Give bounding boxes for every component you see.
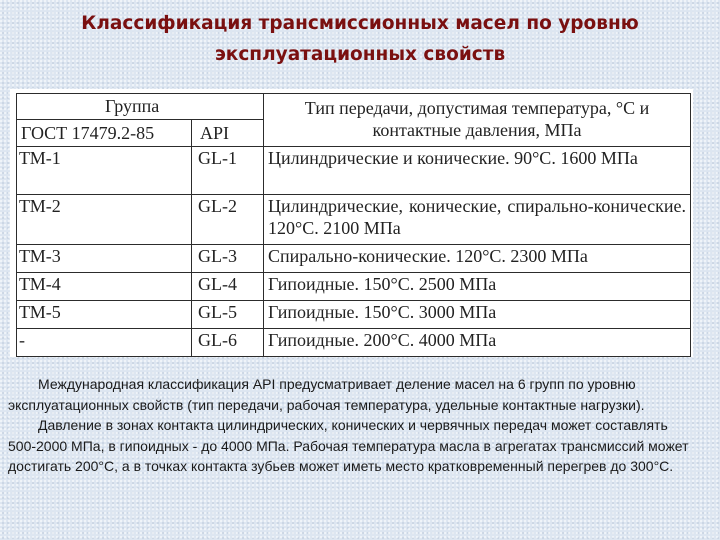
table-header-row [17,94,691,147]
api-cell: GL-6 [192,329,264,357]
desc-cell: Спирально-конические. 120°С. 2300 МПа [264,245,691,273]
title-line-1: Классификация трансмиссионных масел по уровню [81,13,639,34]
api-cell: GL-1 [192,147,264,195]
api-cell: GL-4 [192,273,264,301]
gost-cell: - [17,329,192,357]
gost-cell: ТМ-5 [17,301,192,329]
slide-title [0,8,720,70]
classification-table-image [10,89,693,357]
group-header-label: Группа [105,96,160,116]
table-row [17,195,691,245]
group-header-cell [17,94,264,147]
paragraph-pressure-temperature: Давление в зонах контакта цилиндрических, конических и червячных передач может составлять 500-2000 МПа, в гипоидных - до 4000 МПа. Рабочая температура масла в агрегатах трансмиссий может достигать 200°С, а в точках контакта зубьев может иметь место кратковременный перегрев до 300°С. [8,417,689,474]
gost-cell: ТМ-4 [17,273,192,301]
desc-cell: Цилиндрические и конические. 90°С. 1600 МПа [264,147,691,195]
desc-cell: Цилиндрические, конические, спирально-конические. 120°С. 2100 МПа [264,195,691,245]
paragraph-api-classification: Международная классификация API предусматривает деление масел на 6 групп по уровню эксплуатационных свойств (тип передачи, рабочая температура, удельные контактные нагрузки). [8,376,645,413]
api-cell: GL-3 [192,245,264,273]
desc-cell: Гипоидные. 200°С. 4000 МПа [264,329,691,357]
gost-header-label: ГОСТ 17479.2-85 [17,120,192,146]
classification-table [16,93,691,357]
title-line-2: эксплуатационных свойств [214,44,506,65]
api-cell: GL-2 [192,195,264,245]
table-row [17,245,691,273]
table-row [17,147,691,195]
desc-cell: Гипоидные. 150°С. 2500 МПа [264,273,691,301]
api-header-label: API [200,123,230,143]
type-header-cell: Тип передачи, допустимая температура, °С и контактные давления, МПа [264,94,691,147]
description-text [8,374,698,477]
gost-cell: ТМ-1 [17,147,192,195]
table-row [17,301,691,329]
table-row [17,329,691,357]
desc-cell: Гипоидные. 150°С. 3000 МПа [264,301,691,329]
gost-cell: ТМ-2 [17,195,192,245]
api-cell: GL-5 [192,301,264,329]
table-row [17,273,691,301]
gost-cell: ТМ-3 [17,245,192,273]
